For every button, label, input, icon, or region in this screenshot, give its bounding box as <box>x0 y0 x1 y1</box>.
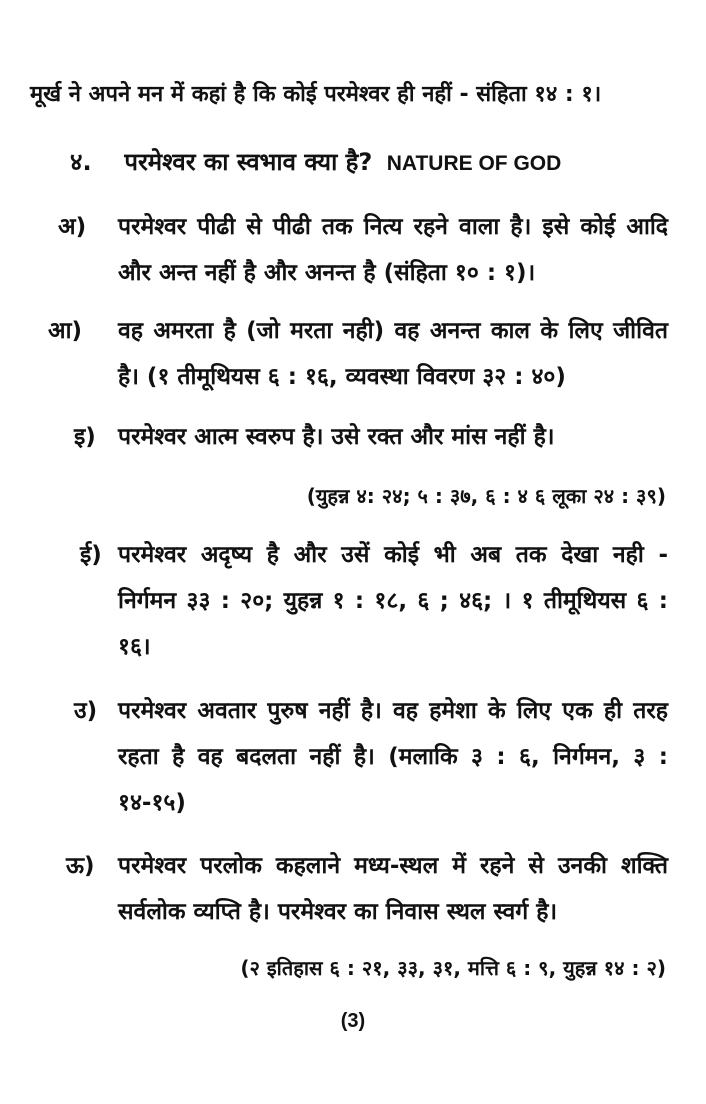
scripture-reference: (२ इतिहास ६ : २१, ३३, ३१, मत्ति ६ : ९, युहन्न १४ : २) <box>240 956 666 980</box>
item-text <box>118 688 668 826</box>
item-line: १६। <box>118 634 151 660</box>
item-text <box>118 204 668 296</box>
section-title-english: NATURE OF GOD <box>386 152 562 175</box>
item-line: सर्वलोक व्यप्ति है। परमेश्वर का निवास स्थल स्वर्ग है। <box>118 899 558 925</box>
item-line: १४-१५) <box>118 790 186 816</box>
item-line: निर्गमन ३३ : २०; युहन्न १ : १८, ६ ; ४६; । १ तीमूथियस ६ : <box>118 588 668 614</box>
item-line: रहता है वह बदलता नहीं है। (मलाकि ३ : ६, निर्गमन, ३ : <box>118 744 668 770</box>
item-line: और अन्त नहीं है और अनन्त है (संहिता १० : १)। <box>118 260 536 286</box>
item-text <box>118 308 668 400</box>
page-number: (3) <box>340 1010 366 1032</box>
section-heading <box>70 147 561 179</box>
scripture-reference: (युहन्न ४: २४; ५ : ३७, ६ : ४ ६ लूका २४ : ३९) <box>306 484 666 508</box>
item-marker: उ) <box>74 698 98 724</box>
item-text <box>118 414 555 460</box>
item-marker: आ) <box>48 318 83 344</box>
item-marker: ऊ) <box>66 853 95 879</box>
item-line: परमेश्वर पीढी से पीढी तक नित्य रहने वाला है। इसे कोई आदि <box>118 214 668 240</box>
intro-line: मूर्ख ने अपने मन में कहां है कि कोई परमेश्वर ही नहीं - संहिता १४ : १। <box>30 82 602 107</box>
item-line: परमेश्वर अदृष्य है और उसें कोई भी अब तक देखा नही - <box>118 542 668 568</box>
section-title: परमेश्वर का स्वभाव क्या है? <box>124 148 373 176</box>
section-number: ४. <box>70 148 92 176</box>
item-line: वह अमरता है (जो मरता नही) वह अनन्त काल के लिए जीवित <box>118 318 668 344</box>
item-text <box>118 532 668 670</box>
item-marker: अ) <box>58 214 87 240</box>
item-marker: ई) <box>80 542 102 568</box>
item-line: परमेश्वर आत्म स्वरुप है। उसे रक्त और मांस नहीं है। <box>118 424 555 450</box>
item-line: परमेश्वर परलोक कहलाने मध्य-स्थल में रहने से उनकी शक्ति <box>118 853 668 879</box>
item-line: परमेश्वर अवतार पुरुष नहीं है। वह हमेशा के लिए एक ही तरह <box>118 698 668 724</box>
item-text <box>118 843 668 935</box>
item-line: है। (१ तीमूथियस ६ : १६, व्यवस्था विवरण ३२ : ४०) <box>118 364 566 390</box>
item-marker: इ) <box>74 424 96 450</box>
